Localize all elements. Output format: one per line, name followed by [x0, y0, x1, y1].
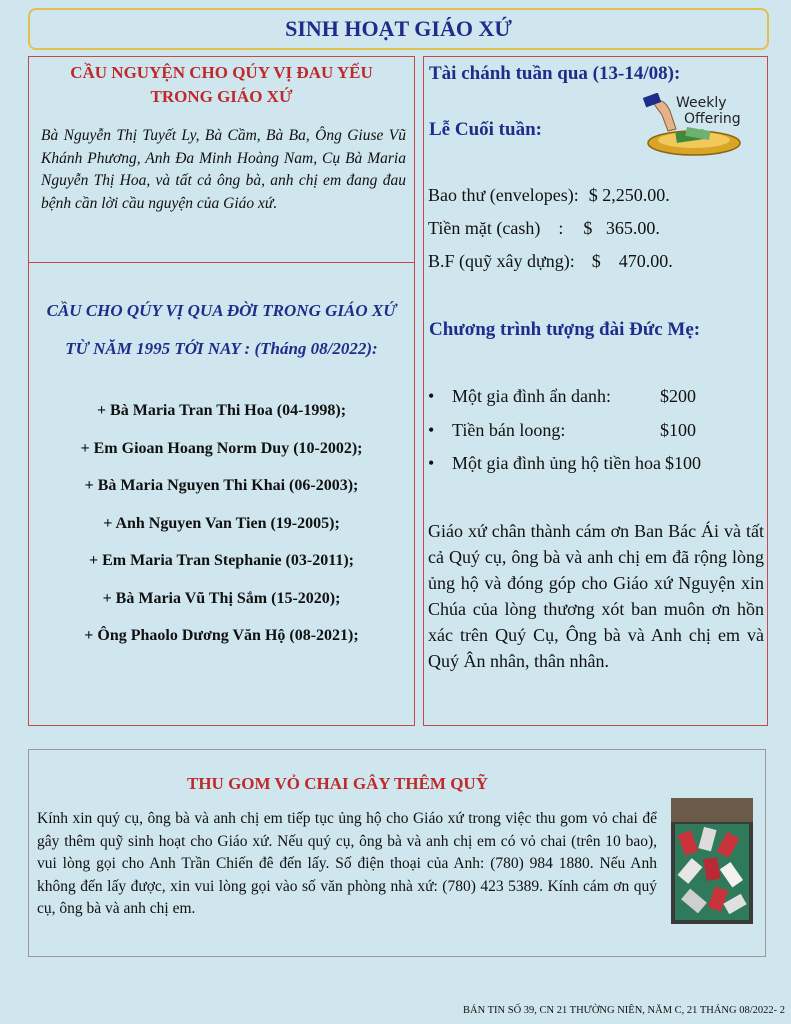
statue-donation-item — [428, 414, 764, 448]
page-title-banner — [28, 8, 769, 50]
deceased-list — [29, 392, 414, 655]
thanks-paragraph: Giáo xứ chân thành cám ơn Ban Bác Ái và tất cả Quý cụ, ông bà và anh chị em đã rộng lòng ủng hộ và đóng góp cho Giáo xứ Nguyện xin Chúa của lòng thương xót ban muôn ơn hồn xác trên Quý Cụ, Ông bà và Anh chị em và Quý Ân nhân, thân nhân. — [428, 521, 764, 671]
sick-list-text: Bà Nguyễn Thị Tuyết Ly, Bà Cầm, Bà Ba, Ông Giuse Vũ Khánh Phương, Anh Đa Minh Hoàng Nam, Cụ Bà Maria Nguyễn Thị Hoa, và tất cả ông bà, anh chị em đang đau bệnh cần lời cầu nguyện của Giáo xứ. — [41, 127, 406, 212]
offering-image-text1: Weekly — [676, 95, 727, 111]
weekend-heading: Lễ Cuối tuần: — [429, 119, 542, 140]
finance-row-cash — [428, 212, 764, 245]
finance-title: Tài chánh tuần qua (13-14/08): — [429, 63, 681, 84]
donation-label: Một gia đình ủng hộ tiền hoa — [452, 453, 661, 473]
bottles-photo — [671, 798, 753, 924]
sick-prayer-box — [28, 56, 415, 263]
deceased-title-line1: CẦU CHO QÚY VỊ QUA ĐỜI TRONG GIÁO XỨ — [46, 301, 397, 320]
deceased-item: + Bà Maria Tran Thi Hoa (04-1998); — [96, 402, 347, 419]
statue-donation-list — [428, 380, 764, 481]
bullet: • — [428, 386, 435, 406]
finance-label: Tiền mặt (cash) : — [428, 218, 564, 238]
deceased-item: + Ông Phaolo Dương Văn Hộ (08-2021); — [84, 627, 359, 644]
finance-amount: $ 470.00. — [591, 251, 673, 271]
finance-rows — [428, 179, 764, 278]
bullet: • — [428, 453, 435, 473]
donation-amount: $200 — [660, 386, 696, 406]
finance-label: B.F (quỹ xây dựng): — [428, 251, 575, 271]
deceased-item: + Bà Maria Nguyen Thi Khai (06-2003); — [84, 477, 359, 494]
deceased-item: + Bà Maria Vũ Thị Sắm (15-2020); — [102, 589, 341, 607]
deceased-prayer-box — [28, 262, 415, 726]
statue-donation-item — [428, 447, 764, 481]
finance-label: Bao thư (envelopes): — [428, 185, 579, 205]
finance-row-building-fund — [428, 245, 764, 278]
finance-box — [423, 56, 768, 726]
donation-label: Tiền bán loong: — [452, 419, 566, 440]
offering-image-text2: Offering — [684, 111, 741, 127]
statue-program-heading: Chương trình tượng đài Đức Mẹ: — [429, 319, 701, 340]
deceased-item: + Anh Nguyen Van Tien (19-2005); — [103, 514, 340, 532]
recycle-text: Kính xin quý cụ, ông bà và anh chị em tiếp tục ủng hộ cho Giáo xứ trong việc thu gom vỏ chai để gây thêm quỹ sinh hoạt cho Giáo xứ. Nếu quý cụ, ông bà và anh chị em có vỏ chai (trên 10 bao), vui lòng gọi cho Anh Trần Chiến đê đến lấy. Số điện thoại của Anh: (780) 984 1880. Nếu Anh không đến lấy được, xin vui lòng gọi vào số văn phòng nhà xứ: (780) 423 5389. Kính cám ơn quý cụ, ông bà và anh chị em. — [37, 810, 657, 917]
finance-amount: $ 365.00. — [583, 218, 660, 238]
page-title: SINH HOẠT GIÁO XỨ — [285, 16, 512, 41]
footer-issue-info: BẢN TIN SỐ 39, CN 21 THƯỜNG NIÊN, NĂM C, 21 THÁNG 08/2022- 2 — [463, 1005, 785, 1016]
statue-donation-item — [428, 380, 764, 414]
finance-amount: $ 2,250.00. — [588, 185, 670, 205]
sick-title-line2: TRONG GIÁO XỨ — [150, 87, 293, 106]
sick-title — [29, 61, 414, 109]
donation-amount: $100 — [660, 419, 696, 440]
deceased-title-line2: TỪ NĂM 1995 TỚI NAY : (Tháng 08/2022): — [65, 339, 378, 358]
recycle-title: THU GOM VỎ CHAI GÂY THÊM QUỸ — [187, 774, 488, 793]
donation-label: Một gia đình ẩn danh: — [452, 386, 611, 406]
weekly-offering-image — [642, 93, 748, 165]
finance-row-envelopes — [428, 179, 764, 212]
donation-amount: $100 — [664, 453, 701, 473]
deceased-item: + Em Maria Tran Stephanie (03-2011); — [89, 552, 354, 569]
bullet: • — [428, 419, 435, 440]
sick-title-line1: CẦU NGUYỆN CHO QÚY VỊ ĐAU YẾU — [70, 63, 373, 82]
bottles-image-icon — [671, 798, 753, 924]
recycle-box — [28, 749, 766, 957]
deceased-item: + Em Gioan Hoang Norm Duy (10-2002); — [80, 439, 363, 457]
